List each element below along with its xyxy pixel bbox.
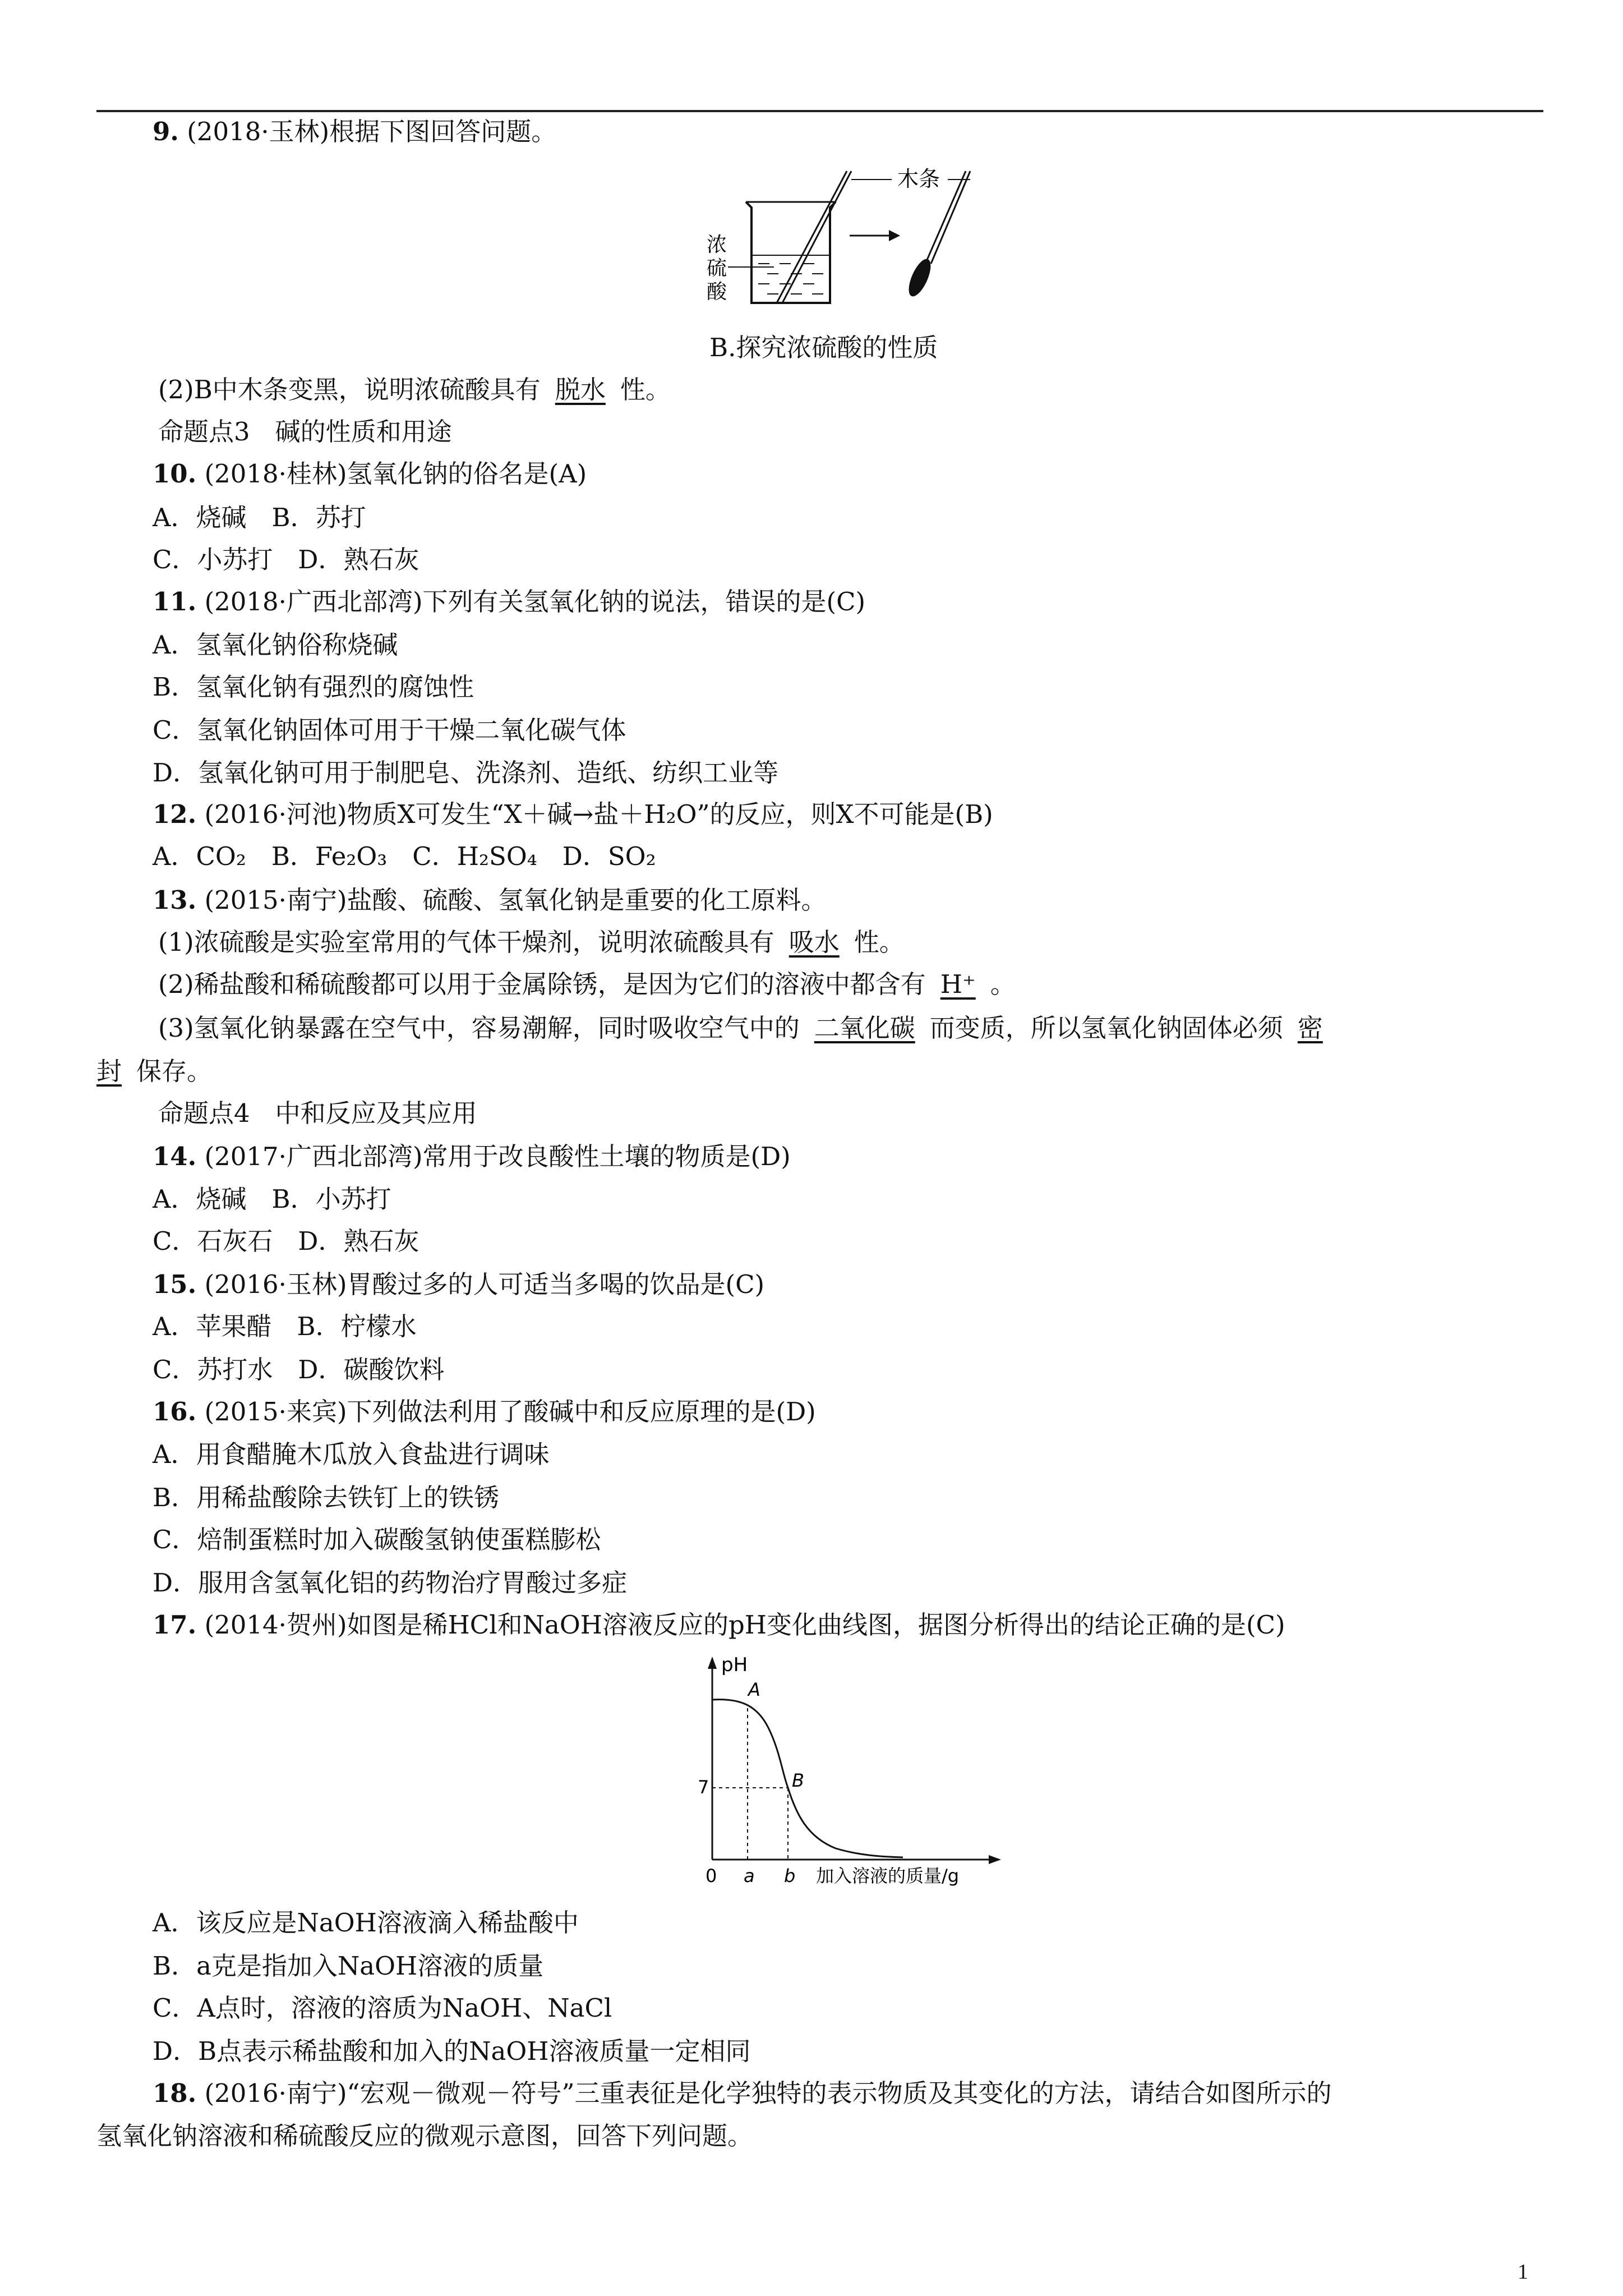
ph-curve-chart (690, 1652, 1004, 1895)
question-text: (2015·南宁)盐酸、硫酸、氢氧化钠是重要的化工原料。 (204, 885, 827, 915)
question-number: 15. (153, 1269, 197, 1299)
question-18 (153, 2077, 1332, 2110)
ph-curve (712, 1700, 903, 1857)
question-9 (153, 115, 556, 149)
point-label-a: A (748, 1679, 760, 1700)
option-line: A．烧碱 B．小苏打 (153, 1184, 391, 1214)
text: (2)B中木条变黑，说明浓硫酸具有 (158, 375, 541, 404)
option-line: A．CO₂ B．Fe₂O₃ C．H₂SO₄ D．SO₂ (153, 841, 656, 871)
question-16 (153, 1395, 816, 1429)
option-line: C．氢氧化钠固体可用于干燥二氧化碳气体 (153, 715, 626, 745)
option-line: B．氢氧化钠有强烈的腐蚀性 (153, 672, 474, 702)
top-rule (96, 110, 1543, 112)
figure-caption: B.探究浓硫酸的性质 (709, 333, 938, 362)
text: 性。 (854, 927, 905, 957)
option-line: C．石灰石 D．熟石灰 (153, 1226, 419, 1256)
option-line: A．该反应是NaOH溶液滴入稀盐酸中 (153, 1908, 579, 1938)
option-line: A．烧碱 B．苏打 (153, 503, 366, 532)
text: 性。 (620, 375, 671, 404)
section-heading: 命题点4 中和反应及其应用 (158, 1098, 477, 1128)
question-13-part-3 (158, 1011, 1323, 1045)
answer-blank: 脱水 (555, 375, 606, 404)
acid-label-char: 硫 (707, 257, 727, 280)
x-axis-label: 加入溶液的质量/g (816, 1865, 960, 1887)
question-text: (2018·广西北部湾)下列有关氢氧化钠的说法，错误的是(C) (204, 587, 866, 616)
question-number: 10. (153, 459, 197, 489)
section-heading: 命题点3 碱的性质和用途 (158, 417, 452, 447)
question-13 (153, 884, 827, 917)
option-line: A．苹果醋 B．柠檬水 (153, 1312, 417, 1341)
option-line: A．用食醋腌木瓜放入食盐进行调味 (153, 1439, 550, 1469)
question-text: (2018·桂林)氢氧化钠的俗名是(A) (204, 459, 587, 489)
y-axis-arrow (708, 1657, 717, 1669)
answer-blank: 封 (96, 1056, 122, 1086)
answer-blank: 吸水 (789, 927, 840, 957)
question-number: 14. (153, 1142, 197, 1171)
answer-blank: H⁺ (940, 969, 976, 999)
question-17 (153, 1608, 1285, 1642)
question-18-cont: 氢氧化钠溶液和稀硫酸反应的微观示意图，回答下列问题。 (96, 2121, 753, 2151)
answer-blank: 二氧化碳 (814, 1013, 915, 1043)
x-tick-label: b (784, 1865, 796, 1887)
point-label-b: B (792, 1770, 804, 1791)
question-13-part-1 (158, 926, 905, 959)
question-14 (153, 1140, 791, 1174)
y-axis-label: pH (721, 1654, 748, 1676)
x-tick-label: a (744, 1865, 755, 1887)
option-line: B．a克是指加入NaOH溶液的质量 (153, 1951, 544, 1981)
x-axis-arrow (989, 1855, 1001, 1864)
question-number: 11. (153, 587, 197, 616)
y-tick-label: 7 (698, 1777, 709, 1798)
question-11 (153, 585, 865, 619)
option-line: A．氢氧化钠俗称烧碱 (153, 630, 398, 660)
question-number: 13. (153, 885, 197, 915)
question-13-part-2 (158, 968, 1016, 1001)
question-number: 17. (153, 1610, 197, 1640)
question-number: 16. (153, 1397, 197, 1427)
question-text: (2014·贺州)如图是稀HCl和NaOH溶液反应的pH变化曲线图，据图分析得出的结论正确的是(C) (204, 1610, 1285, 1640)
text: (2)稀盐酸和稀硫酸都可以用于金属除锈，是因为它们的溶液中都含有 (158, 969, 926, 999)
wood-stick-label: 木条 (897, 167, 940, 191)
x-tick-label: 0 (706, 1865, 717, 1887)
text: (3)氢氧化钠暴露在空气中，容易潮解，同时吸收空气中的 (158, 1013, 800, 1043)
option-line: D．B点表示稀盐酸和加入的NaOH溶液质量一定相同 (153, 2036, 751, 2066)
answer-blank: 密 (1297, 1013, 1323, 1043)
question-15 (153, 1268, 764, 1301)
text: 保存。 (136, 1056, 213, 1086)
option-line: C．小苏打 D．熟石灰 (153, 545, 419, 574)
question-9-part-2 (158, 373, 671, 407)
option-line: C．焙制蛋糕时加入碳酸氢钠使蛋糕膨松 (153, 1525, 601, 1554)
beaker-figure (707, 163, 998, 316)
question-text: (2016·河池)物质X可发生“X＋碱→盐＋H₂O”的反应，则X不可能是(B) (204, 799, 993, 829)
option-line: D．氢氧化钠可用于制肥皂、洗涤剂、造纸、纺织工业等 (153, 758, 779, 788)
text: 而变质，所以氢氧化钠固体必须 (929, 1013, 1283, 1043)
question-number: 9. (153, 117, 179, 146)
question-number: 18. (153, 2078, 197, 2108)
text: (1)浓硫酸是实验室常用的气体干燥剂，说明浓硫酸具有 (158, 927, 774, 957)
question-13-part-3-cont (96, 1055, 212, 1088)
question-text: (2018·玉林)根据下图回答问题。 (187, 117, 557, 146)
acid-label-char: 浓 (707, 233, 727, 256)
option-line: B．用稀盐酸除去铁钉上的铁锈 (153, 1483, 500, 1512)
question-text: (2015·来宾)下列做法利用了酸碱中和反应原理的是(D) (204, 1397, 816, 1427)
acid-label-char: 酸 (707, 280, 727, 303)
question-text: (2017·广西北部湾)常用于改良酸性土壤的物质是(D) (204, 1142, 791, 1171)
question-12 (153, 798, 993, 831)
question-text: (2016·南宁)“宏观－微观－符号”三重表征是化学独特的表示物质及其变化的方法，请结合如图所示的 (204, 2078, 1332, 2108)
question-number: 12. (153, 799, 197, 829)
text: 。 (990, 969, 1016, 999)
page-number: 1 (1518, 2260, 1528, 2284)
option-line: C．苏打水 D．碳酸饮料 (153, 1355, 445, 1384)
question-text: (2016·玉林)胃酸过多的人可适当多喝的饮品是(C) (204, 1269, 765, 1299)
question-10 (153, 457, 587, 491)
option-line: D．服用含氢氧化铝的药物治疗胃酸过多症 (153, 1568, 628, 1598)
option-line: C．A点时，溶液的溶质为NaOH、NaCl (153, 1993, 612, 2023)
